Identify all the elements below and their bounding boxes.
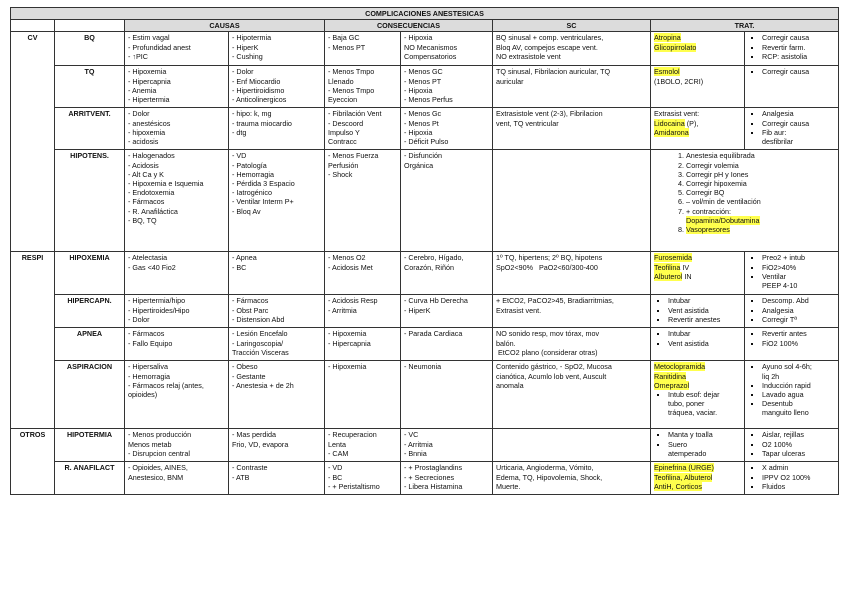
header-trat: TRAT. [651,20,839,32]
trat-col2: ▪ Ayuno sol 4-6h; liq 2h ▪ Inducción rapid ▪ Lavado agua ▪ Desentub manguito lleno [745,361,839,429]
header-causas: CAUSAS [125,20,325,32]
trat-col2: ▪ X admin ▪ IPPV O2 100% ▪ Fluidos [745,462,839,495]
causas-col2: - Contraste - ATB [229,462,325,495]
row-name: ARRITVENT. [55,108,125,150]
sc-cell [493,429,651,462]
row-name: HIPOTERMIA [55,429,125,462]
header-sc: SC [493,20,651,32]
cons-col2: - Cerebro, Hígado, Corazón, Riñón [401,252,493,295]
trat-col1: Furosemida Teofilina IV Albuterol IN [651,252,745,295]
complications-table [10,7,839,495]
causas-col1: - Atelectasia - Gas <40 Fio2 [125,252,229,295]
trat-col2: ▪ Aislar, rejillas ▪ O2 100% ▪ Tapar ulceras [745,429,839,462]
table-row [11,462,839,495]
table-row [11,66,839,108]
header-blank-2 [55,20,125,32]
cons-col1: - Menos Fuerza Perfusión - Shock [325,150,401,252]
table-row [11,328,839,361]
row-name: APNEA [55,328,125,361]
trat-col1: ▪ Intubar ▪ Vent asistida ▪ Revertir anestes [651,295,745,328]
causas-col1: - Hipoxemia - Hipercapnia - Anemia - Hipertermia [125,66,229,108]
group-otros: OTROS [11,429,55,495]
cons-col2: - Hipoxia NO Mecanismos Compensatorios [401,32,493,66]
trat-col2: ▪ Corregir causa ▪ Revertir farm. ▪ RCP: asistolia [745,32,839,66]
trat-col1 [651,462,745,495]
cons-col1: - Menos Tmpo Llenado - Menos Tmpo Eyeccion [325,66,401,108]
cons-col2: - Menos GC - Menos PT - Hipoxia - Menos Perfus [401,66,493,108]
cons-col1: - Hipoxemia - Hipercapnia [325,328,401,361]
trat-col1: Metoclopramida Ranitidina Omeprazol ▪ Intub esof: dejar tubo, poner tráquea, vaciar. [651,361,745,429]
cons-col2: - Parada Cardiaca [401,328,493,361]
cons-col2: - VC - Arritmia - Bnnia [401,429,493,462]
highlight: Glicopirrolato [654,42,697,52]
causas-col1: - Hipertermia/hipo - Hipertiroides/Hipo - Dolor [125,295,229,328]
row-name: HIPERCAPN. [55,295,125,328]
table-row [11,108,839,150]
cons-col2: - + Prostaglandins - + Secreciones - Libera Histamina [401,462,493,495]
causas-col1: - Hipersaliva - Hemorragia - Fármacos relaj (antes, opioides) [125,361,229,429]
highlight: Dopamina/Dobutamina [686,215,760,225]
table-row [11,429,839,462]
trat-col1: ▪ Manta y toalla ▪ Suero atemperado [651,429,745,462]
header-blank-1 [11,20,55,32]
row-name: TQ [55,66,125,108]
causas-col1: - Halogenados - Acidosis - Alt Ca y K - Hipoxemia e Isquemia - Endotoxemia - Fármacos - R. Anafiláctica - BQ, TQ [125,150,229,252]
causas-col1: - Opioides, AINES, Anestesico, BNM [125,462,229,495]
causas-col2: - Dolor - Enf Miocardio - Hipertiroidismo - Anticolinergicos [229,66,325,108]
table-row [11,295,839,328]
causas-col2: - VD - Patología - Hemorragia - Pérdida 3 Espacio - Iatrogénico - Ventilar Interm P+ - Bloq Av [229,150,325,252]
causas-col1: - Menos producción Menos metab - Disrupcion central [125,429,229,462]
trat-col2: ▪ Preo2 + intub ▪ FiO2>40% ▪ Ventilar PEEP 4-10 [745,252,839,295]
highlight: Atropina [654,33,681,43]
causas-col1: - Fármacos - Fallo Equipo [125,328,229,361]
trat-col1: Extrasist vent: Lidocaina (P), Amidarona [651,108,745,150]
sc-cell: Extrasistole vent (2-3), Fibrilacion vent, TQ ventricular [493,108,651,150]
causas-col2: - Mas perdida Frio, VD, evapora [229,429,325,462]
highlight: Teofilina [654,262,681,272]
table-title: COMPLICACIONES ANESTESICAS [11,8,839,20]
row-name: HIPOTENS. [55,150,125,252]
trat-col1: ▪ Intubar ▪ Vent asistida [651,328,745,361]
cons-col2: - Curva Hb Derecha - HiperK [401,295,493,328]
highlight: Epinefrina (URGE) [654,463,714,473]
cons-col1: - Fibrilación Vent - Descoord Impulso Y Contracc [325,108,401,150]
sc-cell: Contenido gástrico, - SpO2, Mucosa cianótica, Acumlo lob vent, Auscult anomala [493,361,651,429]
sc-cell: BQ sinusal + comp. ventriculares, Bloq AV, compejos escape vent. NO extrasistole vent [493,32,651,66]
causas-col2: - Hipotermia - HiperK - Cushing [229,32,325,66]
cons-col2: - Disfunción Orgánica [401,150,493,252]
cons-col1: - VD - BC - + Peristaltismo [325,462,401,495]
group-cv: CV [11,32,55,252]
highlight: Ranitidina [654,371,686,381]
causas-col2: - Fármacos - Obst Parc - Distension Abd [229,295,325,328]
highlight: Vasopresores [686,225,730,235]
table-row [11,150,839,252]
trat-col1 [651,32,745,66]
row-name: ASPIRACION [55,361,125,429]
trat-col2: ▪ Revertir antes ▪ FiO2 100% [745,328,839,361]
highlight: Amidarona [654,127,689,137]
row-name: HIPOXEMIA [55,252,125,295]
causas-col2: - Apnea - BC [229,252,325,295]
trat-col2: ▪ Analgesia ▪ Corregir causa ▪ Fib aur: desfibrilar [745,108,839,150]
table-row [11,252,839,295]
causas-col1: - Dolor - anestésicos - hipoxemia - acidosis [125,108,229,150]
table-row [11,361,839,429]
sc-cell: NO sonido resp, mov tórax, mov balón. EtCO2 plano (considerar otras) [493,328,651,361]
cons-col2: - Menos Gc - Menos Pt - Hipoxia - Déficit Pulso [401,108,493,150]
highlight: AntiH, Corticos [654,481,702,491]
trat-col1: Esmolol (1BOLO, 2CRI) [651,66,745,108]
highlight: Omeprazol [654,380,690,390]
highlight: Teofilina, Albuterol [654,472,713,482]
cons-col2: - Neumonia [401,361,493,429]
highlight: Metoclopramida [654,362,706,372]
sc-cell: TQ sinusal, Fibrilacion auricular, TQ auricular [493,66,651,108]
table-row [11,32,839,66]
sc-cell: Urticaria, Angioderma, Vómito, Edema, TQ, Hipovolemia, Shock, Muerte. [493,462,651,495]
causas-col2: - hipo: k, mg - trauma miocardio - dtg [229,108,325,150]
trat-col2: ▪ Corregir causa [745,66,839,108]
highlight: Albuterol [654,271,683,281]
causas-col2: - Obeso - Gestante - Anestesia + de 2h [229,361,325,429]
cons-col1: - Menos O2 - Acidosis Met [325,252,401,295]
trat-col2: ▪ Descomp. Abd ▪ Analgesia ▪ Corregir Tª [745,295,839,328]
causas-col2: - Lesión Encefalo - Laringoscopia/ Tracción Visceras [229,328,325,361]
sc-cell: 1º TQ, hipertens; 2º BQ, hipotens SpO2<90% PaO2<60/300-400 [493,252,651,295]
row-name: BQ [55,32,125,66]
row-name: R. ANAFILACT [55,462,125,495]
highlight: Lidocaina [654,118,685,128]
cons-col1: - Hipoxemia [325,361,401,429]
group-respi: RESPI [11,252,55,429]
header-consecuencias: CONSECUENCIAS [325,20,493,32]
causas-col1: - Estim vagal - Profundidad anest - ↑PIC [125,32,229,66]
cons-col1: - Baja GC - Menos PT [325,32,401,66]
sc-cell: + EtCO2, PaCO2>45, Bradiarritmias, Extrasist vent. [493,295,651,328]
cons-col1: - Acidosis Resp - Arritmia [325,295,401,328]
cons-col1: - Recuperacion Lenta - CAM [325,429,401,462]
highlight: Esmolol [654,67,680,77]
highlight: Furosemida [654,253,692,263]
trat-list: 1. Anestesia equilibrada 2. Corregir volemia 3. Corregir pH y Iones 4. Corregir hipoxemia 5. Corregir BQ 6. – vol/min de ventilación 7. + contracción: Dopamina/Dobutamina 8. Vasopresores [651,150,839,252]
sc-cell [493,150,651,252]
